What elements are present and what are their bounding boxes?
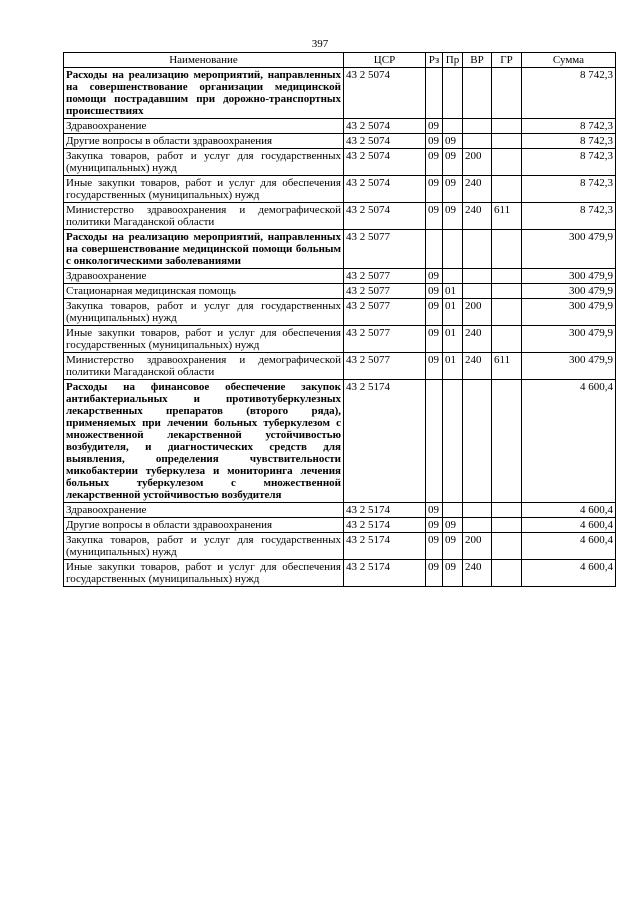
- cell-sum: 4 600,4: [522, 503, 616, 518]
- cell-sum: 4 600,4: [522, 533, 616, 560]
- header-name: Наименование: [64, 53, 344, 68]
- cell-gr: [492, 176, 522, 203]
- header-rz: Рз: [426, 53, 443, 68]
- cell-name: Другие вопросы в области здравоохранения: [64, 518, 344, 533]
- cell-name: Здравоохранение: [64, 269, 344, 284]
- cell-vr: 240: [463, 326, 492, 353]
- cell-rz: 09: [426, 326, 443, 353]
- cell-rz: 09: [426, 533, 443, 560]
- cell-pr: [443, 269, 463, 284]
- cell-csr: 43 2 5077: [344, 284, 426, 299]
- cell-gr: [492, 533, 522, 560]
- cell-csr: 43 2 5074: [344, 119, 426, 134]
- cell-rz: 09: [426, 560, 443, 587]
- cell-pr: 01: [443, 326, 463, 353]
- cell-gr: [492, 230, 522, 269]
- table-row: [64, 284, 616, 299]
- cell-name: Иные закупки товаров, работ и услуг для обеспечения государственных (муниципальных) нужд: [64, 560, 344, 587]
- cell-csr: 43 2 5077: [344, 326, 426, 353]
- cell-csr: 43 2 5174: [344, 533, 426, 560]
- cell-pr: 09: [443, 176, 463, 203]
- header-csr: ЦСР: [344, 53, 426, 68]
- cell-csr: 43 2 5077: [344, 230, 426, 269]
- cell-vr: 240: [463, 560, 492, 587]
- cell-pr: [443, 503, 463, 518]
- cell-sum: 300 479,9: [522, 284, 616, 299]
- cell-csr: 43 2 5174: [344, 380, 426, 503]
- cell-rz: 09: [426, 518, 443, 533]
- cell-vr: 240: [463, 353, 492, 380]
- cell-rz: 09: [426, 149, 443, 176]
- cell-csr: 43 2 5074: [344, 203, 426, 230]
- cell-name: Иные закупки товаров, работ и услуг для обеспечения государственных (муниципальных) нужд: [64, 326, 344, 353]
- cell-sum: 300 479,9: [522, 299, 616, 326]
- cell-vr: 200: [463, 533, 492, 560]
- table-row: [64, 176, 616, 203]
- table-row: [64, 149, 616, 176]
- cell-sum: 300 479,9: [522, 269, 616, 284]
- cell-gr: [492, 560, 522, 587]
- cell-rz: 09: [426, 119, 443, 134]
- cell-csr: 43 2 5174: [344, 560, 426, 587]
- cell-pr: 01: [443, 284, 463, 299]
- cell-sum: 300 479,9: [522, 353, 616, 380]
- cell-vr: [463, 269, 492, 284]
- cell-vr: 200: [463, 299, 492, 326]
- cell-pr: 01: [443, 353, 463, 380]
- table-row: [64, 380, 616, 503]
- cell-name: Расходы на реализацию мероприятий, направленных на совершенствование организации медицинской помощи пострадавшим при дорожно-транспортных происшествиях: [64, 68, 344, 119]
- cell-name: Министерство здравоохранения и демографической политики Магаданской области: [64, 203, 344, 230]
- cell-sum: 8 742,3: [522, 203, 616, 230]
- cell-csr: 43 2 5077: [344, 299, 426, 326]
- page-number: 397: [311, 38, 329, 50]
- cell-sum: 4 600,4: [522, 560, 616, 587]
- cell-gr: [492, 380, 522, 503]
- cell-sum: 8 742,3: [522, 134, 616, 149]
- cell-gr: [492, 326, 522, 353]
- table-row: [64, 560, 616, 587]
- cell-gr: [492, 269, 522, 284]
- cell-sum: 8 742,3: [522, 119, 616, 134]
- cell-rz: [426, 380, 443, 503]
- cell-vr: [463, 68, 492, 119]
- table-row: [64, 533, 616, 560]
- cell-pr: 09: [443, 533, 463, 560]
- cell-name: Министерство здравоохранения и демографической политики Магаданской области: [64, 353, 344, 380]
- cell-name: Другие вопросы в области здравоохранения: [64, 134, 344, 149]
- table-row: [64, 68, 616, 119]
- cell-rz: [426, 230, 443, 269]
- cell-rz: 09: [426, 176, 443, 203]
- cell-csr: 43 2 5074: [344, 149, 426, 176]
- cell-gr: [492, 119, 522, 134]
- cell-gr: 611: [492, 203, 522, 230]
- cell-gr: [492, 518, 522, 533]
- table-row: [64, 503, 616, 518]
- cell-csr: 43 2 5074: [344, 68, 426, 119]
- cell-gr: [492, 134, 522, 149]
- cell-gr: 611: [492, 353, 522, 380]
- cell-name: Расходы на финансовое обеспечение закупок антибактериальных и противотуберкулезных лекарственных препаратов (второго ряда), применяемых при лечении больных туберкулезом с множественной лекарственной устойчивостью возбудителя, и диагностических средств для выявления, определения чувствительности микобактерии туберкулеза и мониторинга лечения больных туберкулезом с множественной лекарственной устойчивостью возбудителя: [64, 380, 344, 503]
- cell-sum: 8 742,3: [522, 68, 616, 119]
- cell-gr: [492, 284, 522, 299]
- table-row: [64, 119, 616, 134]
- header-pr: Пр: [443, 53, 463, 68]
- cell-csr: 43 2 5174: [344, 503, 426, 518]
- cell-vr: 240: [463, 203, 492, 230]
- table-header-row: [64, 53, 616, 68]
- cell-sum: 4 600,4: [522, 380, 616, 503]
- cell-vr: [463, 119, 492, 134]
- table-row: [64, 203, 616, 230]
- cell-sum: 8 742,3: [522, 149, 616, 176]
- cell-name: Здравоохранение: [64, 503, 344, 518]
- cell-rz: 09: [426, 269, 443, 284]
- table-row: [64, 518, 616, 533]
- cell-name: Здравоохранение: [64, 119, 344, 134]
- cell-rz: 09: [426, 299, 443, 326]
- cell-csr: 43 2 5074: [344, 176, 426, 203]
- cell-rz: 09: [426, 203, 443, 230]
- cell-sum: 300 479,9: [522, 326, 616, 353]
- cell-vr: [463, 518, 492, 533]
- cell-gr: [492, 503, 522, 518]
- cell-name: Стационарная медицинская помощь: [64, 284, 344, 299]
- cell-vr: [463, 230, 492, 269]
- cell-pr: [443, 68, 463, 119]
- cell-name: Иные закупки товаров, работ и услуг для обеспечения государственных (муниципальных) нужд: [64, 176, 344, 203]
- cell-vr: [463, 284, 492, 299]
- cell-name: Закупка товаров, работ и услуг для государственных (муниципальных) нужд: [64, 299, 344, 326]
- cell-rz: 09: [426, 503, 443, 518]
- table-row: [64, 134, 616, 149]
- cell-name: Закупка товаров, работ и услуг для государственных (муниципальных) нужд: [64, 533, 344, 560]
- cell-gr: [492, 299, 522, 326]
- cell-rz: 09: [426, 134, 443, 149]
- cell-csr: 43 2 5077: [344, 353, 426, 380]
- cell-rz: 09: [426, 284, 443, 299]
- cell-vr: 200: [463, 149, 492, 176]
- table-row: [64, 353, 616, 380]
- cell-pr: 09: [443, 203, 463, 230]
- cell-pr: 09: [443, 149, 463, 176]
- cell-csr: 43 2 5074: [344, 134, 426, 149]
- cell-vr: [463, 380, 492, 503]
- cell-gr: [492, 149, 522, 176]
- cell-pr: [443, 119, 463, 134]
- cell-csr: 43 2 5077: [344, 269, 426, 284]
- cell-pr: 09: [443, 560, 463, 587]
- cell-sum: 8 742,3: [522, 176, 616, 203]
- cell-pr: 09: [443, 518, 463, 533]
- cell-sum: 300 479,9: [522, 230, 616, 269]
- cell-sum: 4 600,4: [522, 518, 616, 533]
- table-row: [64, 326, 616, 353]
- header-sum: Сумма: [522, 53, 616, 68]
- cell-csr: 43 2 5174: [344, 518, 426, 533]
- table-row: [64, 269, 616, 284]
- cell-vr: [463, 134, 492, 149]
- cell-pr: [443, 230, 463, 269]
- cell-pr: [443, 380, 463, 503]
- header-gr: ГР: [492, 53, 522, 68]
- budget-table: [63, 52, 616, 587]
- cell-rz: [426, 68, 443, 119]
- cell-name: Закупка товаров, работ и услуг для государственных (муниципальных) нужд: [64, 149, 344, 176]
- cell-vr: 240: [463, 176, 492, 203]
- header-vr: ВР: [463, 53, 492, 68]
- table-row: [64, 299, 616, 326]
- cell-gr: [492, 68, 522, 119]
- cell-vr: [463, 503, 492, 518]
- table-row: [64, 230, 616, 269]
- cell-pr: 09: [443, 134, 463, 149]
- cell-pr: 01: [443, 299, 463, 326]
- cell-rz: 09: [426, 353, 443, 380]
- cell-name: Расходы на реализацию мероприятий, направленных на совершенствование медицинской помощи больным с онкологическими заболеваниями: [64, 230, 344, 269]
